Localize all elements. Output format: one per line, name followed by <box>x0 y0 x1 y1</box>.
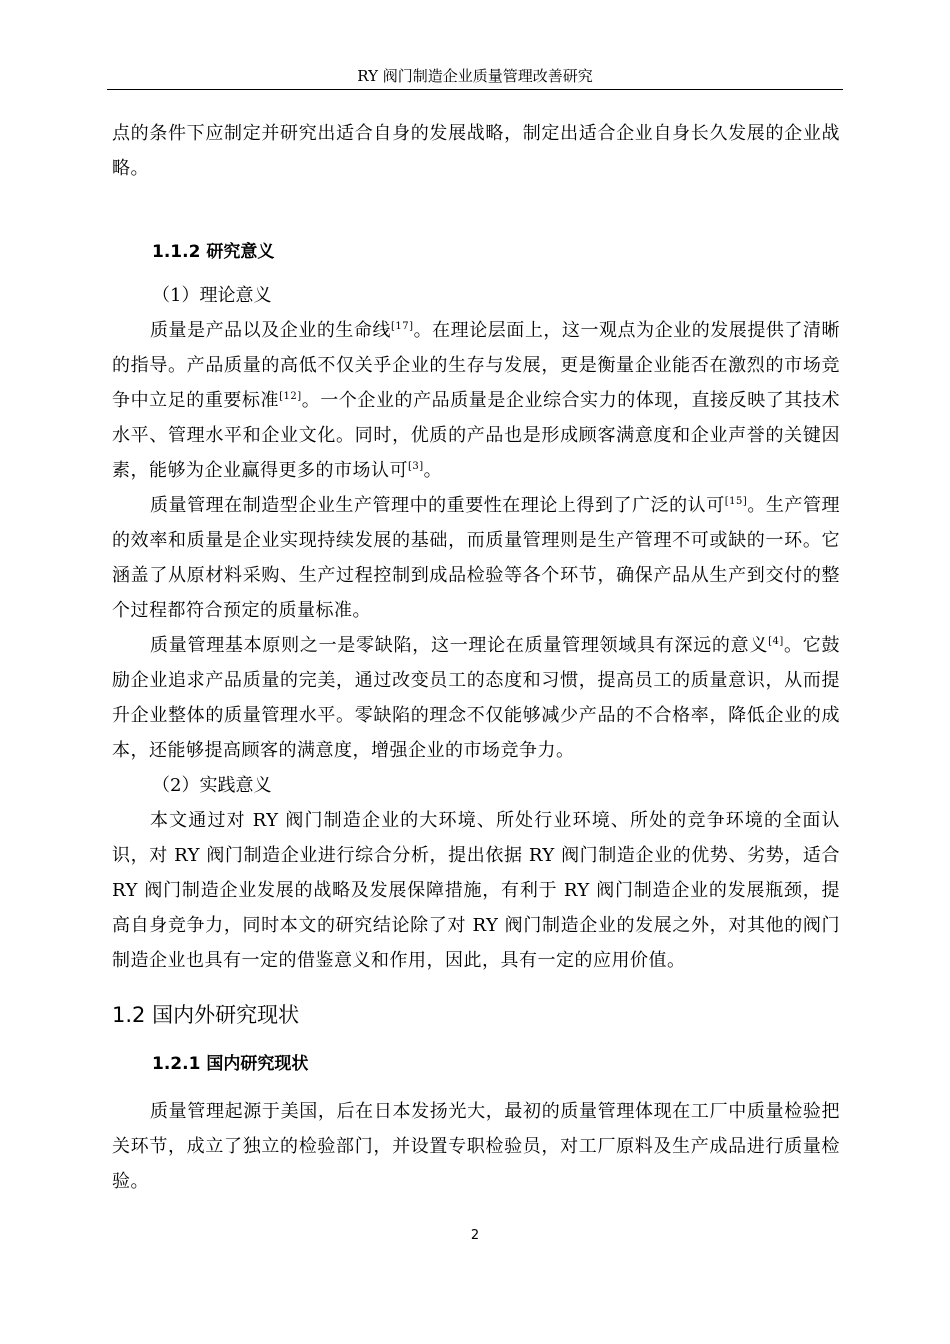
running-header: RY 阀门制造企业质量管理改善研究 <box>357 67 593 85</box>
practice-subheading: （2）实践意义 <box>152 775 272 796</box>
citation: [15] <box>724 496 748 507</box>
theory-paragraph-3: 质量管理基本原则之一是零缺陷，这一理论在质量管理领域具有深远的意义[4]。它鼓励企业追求产品质量的完美，通过改变员工的态度和习惯，提高员工的质量意识，从而提升企业整体的质量管理水平。零缺陷的理念不仅能够减少产品的不合格率，降低企业的成本，还能够提高顾客的满意度，增强企业的市场竞争力。 <box>112 635 841 761</box>
theory-paragraph-1: 质量是产品以及企业的生命线[17]。在理论层面上，这一观点为企业的发展提供了清晰的指导。产品质量的高低不仅关乎企业的生存与发展，更是衡量企业能否在激烈的市场竞争中立足的重要标准[12]。一个企业的产品质量是企业综合实力的体现，直接反映了其技术水平、管理水平和企业文化。同时，优质的产品也是形成顾客满意度和企业声誉的关键因素，能够为企业赢得更多的市场认可[3]。 <box>112 320 841 481</box>
section-heading-1-2: 1.2 国内外研究现状 <box>112 1003 300 1027</box>
section-heading-1-2-1: 1.2.1 国内研究现状 <box>152 1054 309 1074</box>
intro-paragraph: 点的条件下应制定并研究出适合自身的发展战略，制定出适合企业自身长久发展的企业战略。 <box>112 123 840 179</box>
citation: [17] <box>391 321 414 332</box>
citation: [12] <box>279 391 302 402</box>
practice-paragraph: 本文通过对 RY 阀门制造企业的大环境、所处行业环境、所处的竞争环境的全面认识，对 RY 阀门制造企业进行综合分析，提出依据 RY 阀门制造企业的优势、劣势，适合 RY 阀门制造企业发展的战略及发展保障措施，有利于 RY 阀门制造企业的发展瓶颈，提高自身竞争力，同时本文的研究结论除了对 RY 阀门制造企业的发展之外，对其他的阀门制造企业也具有一定的借鉴意义和作用，因此，具有一定的应用价值。 <box>112 810 840 971</box>
domestic-research-paragraph: 质量管理起源于美国，后在日本发扬光大，最初的质量管理体现在工厂中质量检验把关环节，成立了独立的检验部门，并设置专职检验员，对工厂原料及生产成品进行质量检验。 <box>112 1101 840 1192</box>
header-rule <box>107 89 843 90</box>
page-number: 2 <box>470 1228 480 1243</box>
citation: [3] <box>408 461 424 472</box>
page-body <box>112 116 840 1199</box>
citation: [4] <box>768 636 784 647</box>
theory-subheading: （1）理论意义 <box>152 285 272 306</box>
section-heading-1-1-2: 1.1.2 研究意义 <box>152 242 275 262</box>
theory-paragraph-2: 质量管理在制造型企业生产管理中的重要性在理论上得到了广泛的认可[15]。生产管理的效率和质量是企业实现持续发展的基础，而质量管理则是生产管理不可或缺的一环。它涵盖了从原材料采购、生产过程控制到成品检验等各个环节，确保产品从生产到交付的整个过程都符合预定的质量标准。 <box>112 495 841 621</box>
